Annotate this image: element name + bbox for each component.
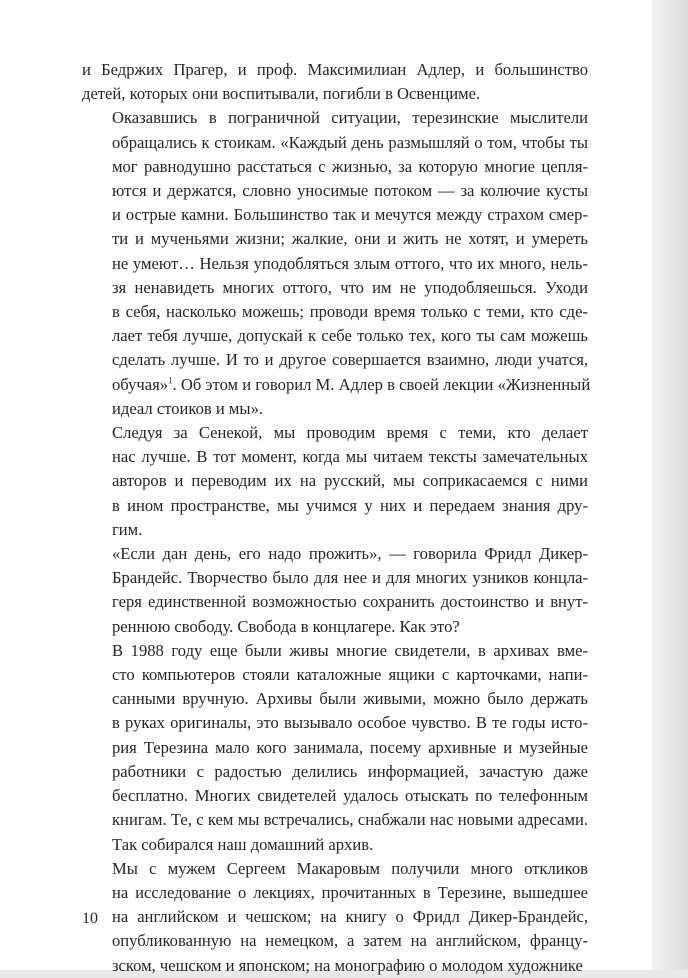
text-line: в руках оригиналы, это вызывало особое чувство. В те годы исто- bbox=[112, 713, 588, 733]
text-line: Оказавшись в пограничной ситуации, терезинские мыслители bbox=[112, 108, 588, 128]
paragraph bbox=[82, 58, 588, 106]
text-line: реннюю свободу. Свобода в концлагере. Как это? bbox=[112, 616, 460, 636]
text-line: авторов и переводим их на русский, мы соприкасаемся с ними bbox=[112, 471, 588, 491]
paragraph bbox=[82, 639, 588, 857]
text-line: Так собирался наш домашний архив. bbox=[112, 834, 374, 854]
text-line: обращались к стоикам. «Каждый день размышляй о том, чтобы ты bbox=[112, 132, 588, 152]
text-line: в себя, насколько можешь; проводи время только с теми, кто сде- bbox=[112, 302, 588, 322]
text-line: В 1988 году еще были живы многие свидетели, в архивах вме- bbox=[112, 640, 588, 660]
text-line: и Бедржих Прагер, и проф. Максимилиан Адлер, и большинство bbox=[82, 60, 588, 79]
text-line: Следуя за Сенекой, мы проводим время с теми, кто делает bbox=[112, 423, 588, 443]
body-text bbox=[82, 58, 591, 978]
text-line: ются и держатся, словно уносимые потоком — за колючие кусты bbox=[112, 181, 588, 201]
text-line: ти и мученьями жизни; жалкие, они и жить не хотят, и умереть bbox=[112, 229, 588, 249]
text-line: и острые камни. Большинство так и мечутся между страхом смер- bbox=[112, 205, 588, 225]
text-line: зя ненавидеть многих оттого, что им не уподобляешься. Уходи bbox=[112, 277, 588, 297]
text-line: в ином пространстве, мы учимся у них и передаем знания дру- bbox=[112, 495, 588, 515]
paragraph bbox=[82, 857, 588, 978]
text-line: работники с радостью делились информацией, зачастую даже bbox=[112, 761, 588, 781]
footnote-marker[interactable]: 1 bbox=[168, 375, 173, 386]
text-line: на исследование о лекциях, прочитанных в Терезине, вышедшее bbox=[112, 882, 588, 902]
text-line: обучая»$^1$. Об этом и говорил М. Адлер в своей лекции «Жизненный bbox=[112, 374, 591, 394]
text-line: мог равнодушно расстаться с жизнью, за которую многие цепля- bbox=[112, 156, 588, 176]
page-edge-shadow bbox=[652, 0, 688, 970]
text-line: не умеют… Нельзя уподобляться злым оттого, что их много, нель- bbox=[112, 253, 588, 273]
text-line: рия Терезина мало кого занимала, посему архивные и музейные bbox=[112, 737, 588, 757]
text-line: опубликованную на немецком, а затем на английском, францу- bbox=[112, 931, 588, 951]
text-line: сто компьютеров стояли каталожные ящики с карточками, напи- bbox=[112, 665, 588, 685]
text-line: нас лучше. В тот момент, когда мы читаем тексты замечательных bbox=[112, 447, 588, 467]
text-line: на английском и чешском; на книгу о Фридл Дикер-Брандейс, bbox=[112, 907, 588, 927]
text-line: книгам. Те, с кем мы встречались, снабжали нас новыми адресами. bbox=[112, 810, 588, 830]
paragraph bbox=[82, 421, 588, 542]
text-line: зском, чешском и японском; на монографию о молодом художнике bbox=[112, 955, 583, 975]
text-line: геря единственной возможностью сохранить достоинство и внут- bbox=[112, 592, 588, 612]
paragraph bbox=[82, 542, 588, 639]
text-line: Мы с мужем Сергеем Макаровым получили много откликов bbox=[112, 858, 588, 878]
text-line: бесплатно. Многих свидетелей удалось отыскать по телефонным bbox=[112, 786, 588, 806]
text-line: «Если дан день, его надо прожить», — говорила Фридл Дикер- bbox=[112, 544, 588, 564]
text-line: сделать лучше. И то и другое совершается взаимно, люди учатся, bbox=[112, 350, 588, 370]
page-number: 10 bbox=[82, 910, 98, 927]
text-line: детей, которых они воспитывали, погибли в Освенциме. bbox=[82, 84, 481, 104]
text-line: санными вручную. Архивы были живыми, можно было держать bbox=[112, 689, 588, 709]
text-line: идеал стоиков и мы». bbox=[112, 398, 264, 418]
text-line: лает тебя лучше, допускай к себе только тех, кого ты сам можешь bbox=[112, 326, 588, 346]
text-line: Брандейс. Творчество было для нее и для многих узников концла- bbox=[112, 568, 588, 588]
text-line: гим. bbox=[112, 519, 143, 539]
paragraph bbox=[82, 106, 591, 421]
